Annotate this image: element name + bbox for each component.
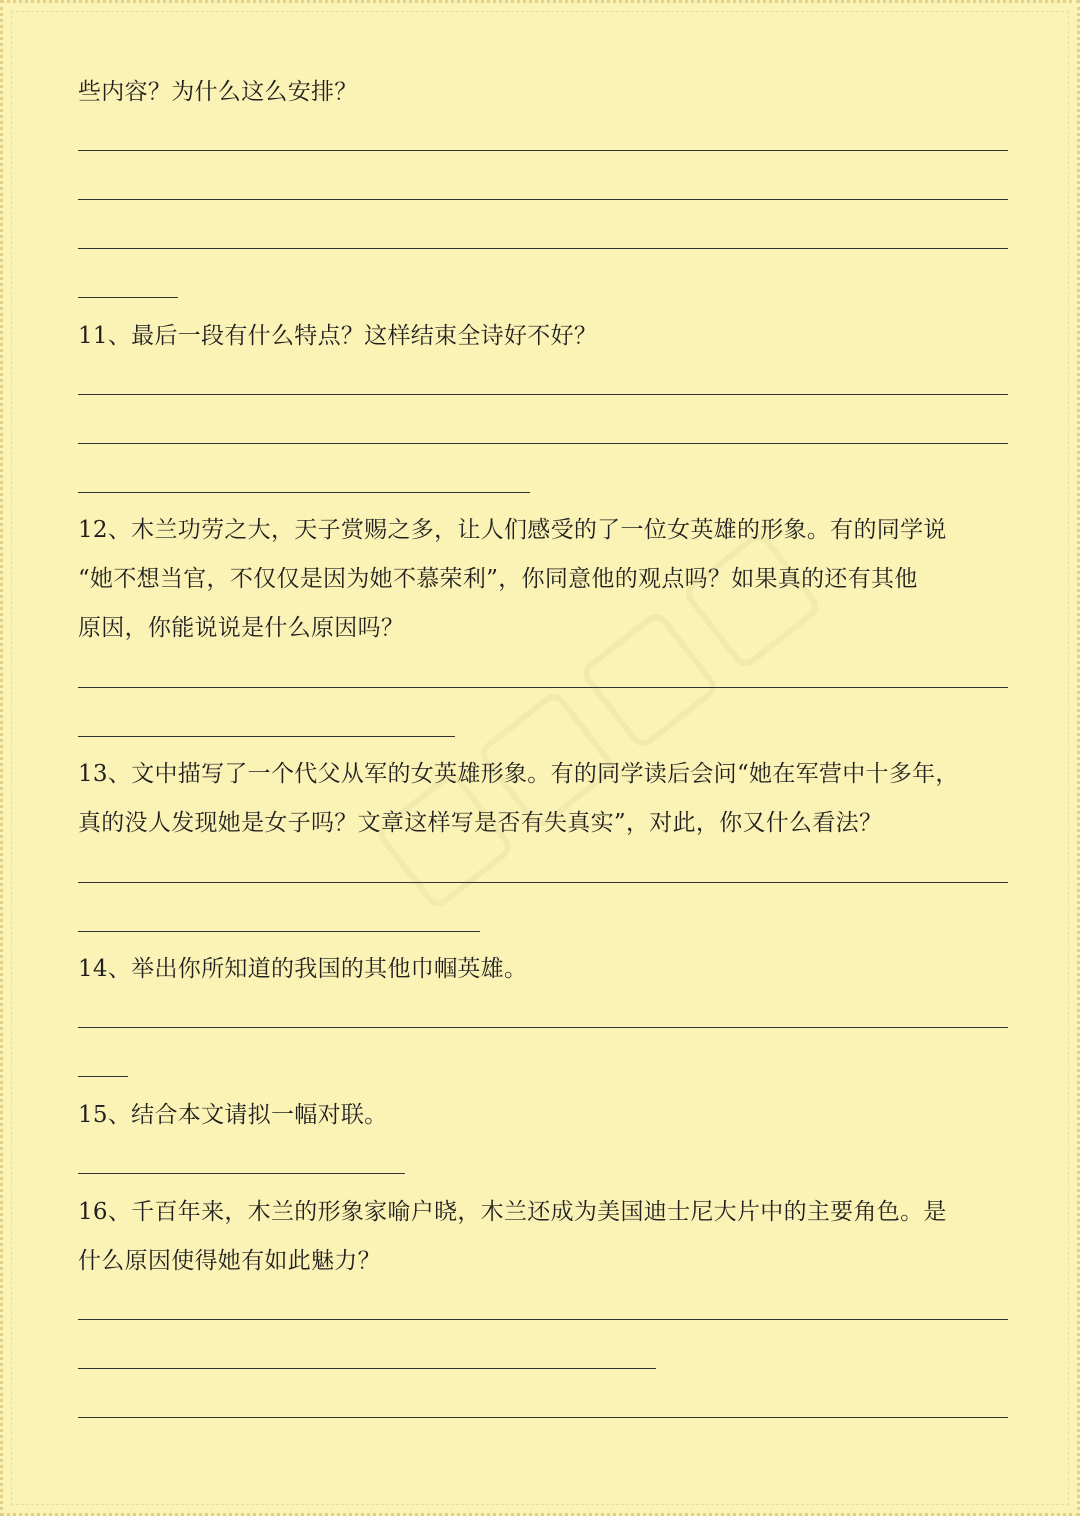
answer-line[interactable] [78, 199, 1008, 200]
answer-line[interactable] [78, 443, 1008, 444]
question-16-line-1: 16、千百年来，木兰的形象家喻户晓，木兰还成为美国迪士尼大片中的主要角色。是 [78, 1199, 947, 1225]
answer-line[interactable] [78, 931, 480, 932]
answer-line[interactable] [78, 1368, 656, 1369]
answer-line[interactable] [78, 1417, 1008, 1418]
question-11: 11、最后一段有什么特点？这样结束全诗好不好？ [78, 323, 598, 349]
answer-line[interactable] [78, 882, 1008, 883]
question-10-continuation: 些内容？为什么这么安排？ [78, 79, 358, 105]
question-13-line-1: 13、文中描写了一个代父从军的女英雄形象。有的同学读后会问“她在军营中十多年， [78, 761, 959, 787]
question-12-line-1: 12、木兰功劳之大，天子赏赐之多，让人们感受的了一位女英雄的形象。有的同学说 [78, 517, 947, 543]
question-16-line-2: 什么原因使得她有如此魅力？ [78, 1248, 381, 1274]
answer-line[interactable] [78, 297, 178, 298]
answer-line[interactable] [78, 394, 1008, 395]
question-12-line-2: “她不想当官，不仅仅是因为她不慕荣利”，你同意他的观点吗？如果真的还有其他 [78, 566, 918, 592]
answer-line[interactable] [78, 736, 455, 737]
question-15: 15、结合本文请拟一幅对联。 [78, 1102, 388, 1128]
answer-line[interactable] [78, 1027, 1008, 1028]
question-12-line-3: 原因，你能说说是什么原因吗？ [78, 615, 405, 641]
answer-line[interactable] [78, 1076, 128, 1077]
answer-line[interactable] [78, 150, 1008, 151]
decorative-border [11, 11, 1069, 1505]
answer-line[interactable] [78, 687, 1008, 688]
answer-line[interactable] [78, 248, 1008, 249]
question-13-line-2: 真的没人发现她是女子吗？文章这样写是否有失真实”，对此，你又什么看法？ [78, 810, 883, 836]
answer-line[interactable] [78, 1319, 1008, 1320]
answer-line[interactable] [78, 1173, 405, 1174]
answer-line[interactable] [78, 492, 530, 493]
question-14: 14、举出你所知道的我国的其他巾帼英雄。 [78, 956, 528, 982]
